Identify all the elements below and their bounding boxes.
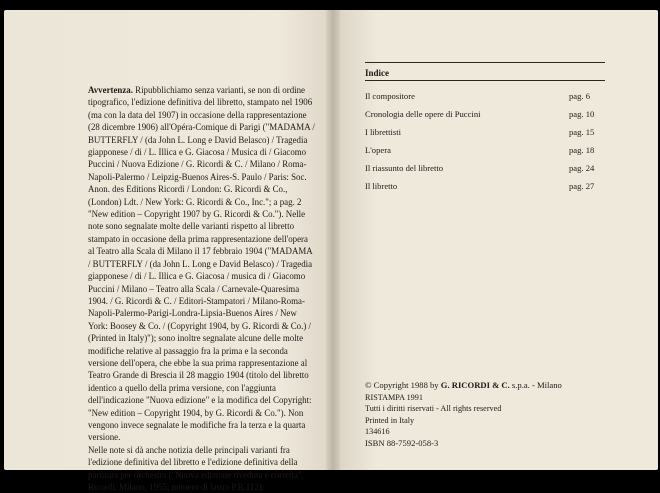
print-number: 134616 (365, 427, 390, 436)
index-top-rule (365, 62, 605, 63)
toc-entry (365, 162, 603, 180)
avvertenza-body-2: Nelle note si dà anche notizia delle principali varianti fra l'edizione definitiva del libretto e l'edizione definitiva della partitura per orchestra ("Nuova edizione riveduta e corretta", Ricordi, Milano, 1955; numero di lastra P.R.112). (88, 444, 304, 492)
toc-title: L'opera (365, 145, 391, 155)
ristampa-line: RISTAMPA 1991 (365, 392, 423, 402)
toc-title: I librettisti (365, 127, 402, 137)
toc-title: Cronologia delle opere di Puccini (365, 109, 481, 119)
avvertenza-text (88, 84, 316, 493)
copyright-prefix: © Copyright 1988 by (365, 380, 441, 390)
rights-line: Tutti i diritti riservati - All rights reserved (365, 404, 502, 413)
index-title: Indice (365, 68, 390, 78)
toc-page: pag. 10 (569, 109, 595, 119)
book-spine (326, 10, 340, 470)
toc-page: pag. 18 (569, 145, 595, 155)
table-of-contents (365, 90, 603, 198)
avvertenza-heading: Avvertenza. (88, 85, 133, 95)
toc-title: Il libretto (365, 181, 398, 191)
copyright-suffix: s.p.a. - Milano (509, 380, 562, 390)
colophon (365, 380, 605, 449)
toc-page: pag. 15 (569, 127, 595, 137)
toc-title: Il compositore (365, 91, 415, 101)
toc-entry (365, 180, 603, 198)
toc-entry (365, 108, 603, 126)
copyright-line (365, 380, 605, 392)
index-bottom-rule (365, 80, 605, 81)
toc-page: pag. 24 (569, 163, 595, 173)
printed-line: Printed in Italy (365, 415, 415, 425)
toc-entry (365, 90, 603, 108)
isbn-line: ISBN 88-7592-058-3 (365, 437, 439, 448)
publisher-name: G. RICORDI & C. (440, 380, 510, 390)
avvertenza-body: Ripubblichiamo senza varianti, se non di ordine tipografico, l'edizione definitiva del libretto, stampato nel 1906 (ma con la data del 1907) in occasione della rappresentazione (28 dicembre 1906) all'Opéra-Comique di Parigi ("MADAMA / BUTTERFLY / (da John L. Long e David Belasco) / Tragedia giapponese / di / L. Illica e G. Giacosa / Musica di / Giacomo Puccini / Nuova Edizione / G. Ricordi & C. / Milano / Roma-Napoli-Palermo / Leipzig-Buenos Aires-S. Paulo / Paris: Soc. Anon. des Editions Ricordi / London: G. Ricordi & Co., (London) Ldt. / New York: G. Ricordi & Co., Inc."; a pag. 2 "New edition – Copyright 1907 by G. Ricordi & Co."). Nelle note sono segnalate molte delle varianti rispetto al libretto stampato in occasione della prima rappresentazione dell'opera al Teatro alla Scala di Milano il 17 febbraio 1904 ("MADAMA / BUTTERFLY / (da John L. Long e David Belasco) / Tragedia giapponese / di / L. Illica e G. Giacosa / musica di / Giacomo Puccini / Milano – Teatro alla Scala / Carnevale-Quaresima 1904. / G. Ricordi & C. / Editori-Stampatori / Milano-Roma-Napoli-Palermo-Parigi-Londra-Lipsia-Buenos Aires / New York: Boosey & Co. / (Copyright 1904, by G. Ricordi & Co.) / (Printed in Italy)"); sono inoltre segnalate alcune delle molte modifiche relative al passaggio fra la prima e la seconda versione dell'opera, che ebbe la sua prima rappresentazione al Teatro Grande di Brescia il 28 maggio 1904 (titolo del libretto identico a quello della prima versione, con l'aggiunta dell'indicazione "Nuova edizione" e la modifica del Copyright: "New edition – Copyright 1904, by G. Ricordi & Co."). Non vengono invece segnalate le modifiche fra la terza e la quarta versione. (88, 85, 315, 443)
toc-title: Il riassunto del libretto (365, 163, 444, 173)
toc-entry (365, 126, 603, 144)
toc-page: pag. 6 (569, 91, 591, 101)
toc-entry (365, 144, 603, 162)
toc-page: pag. 27 (569, 181, 595, 191)
